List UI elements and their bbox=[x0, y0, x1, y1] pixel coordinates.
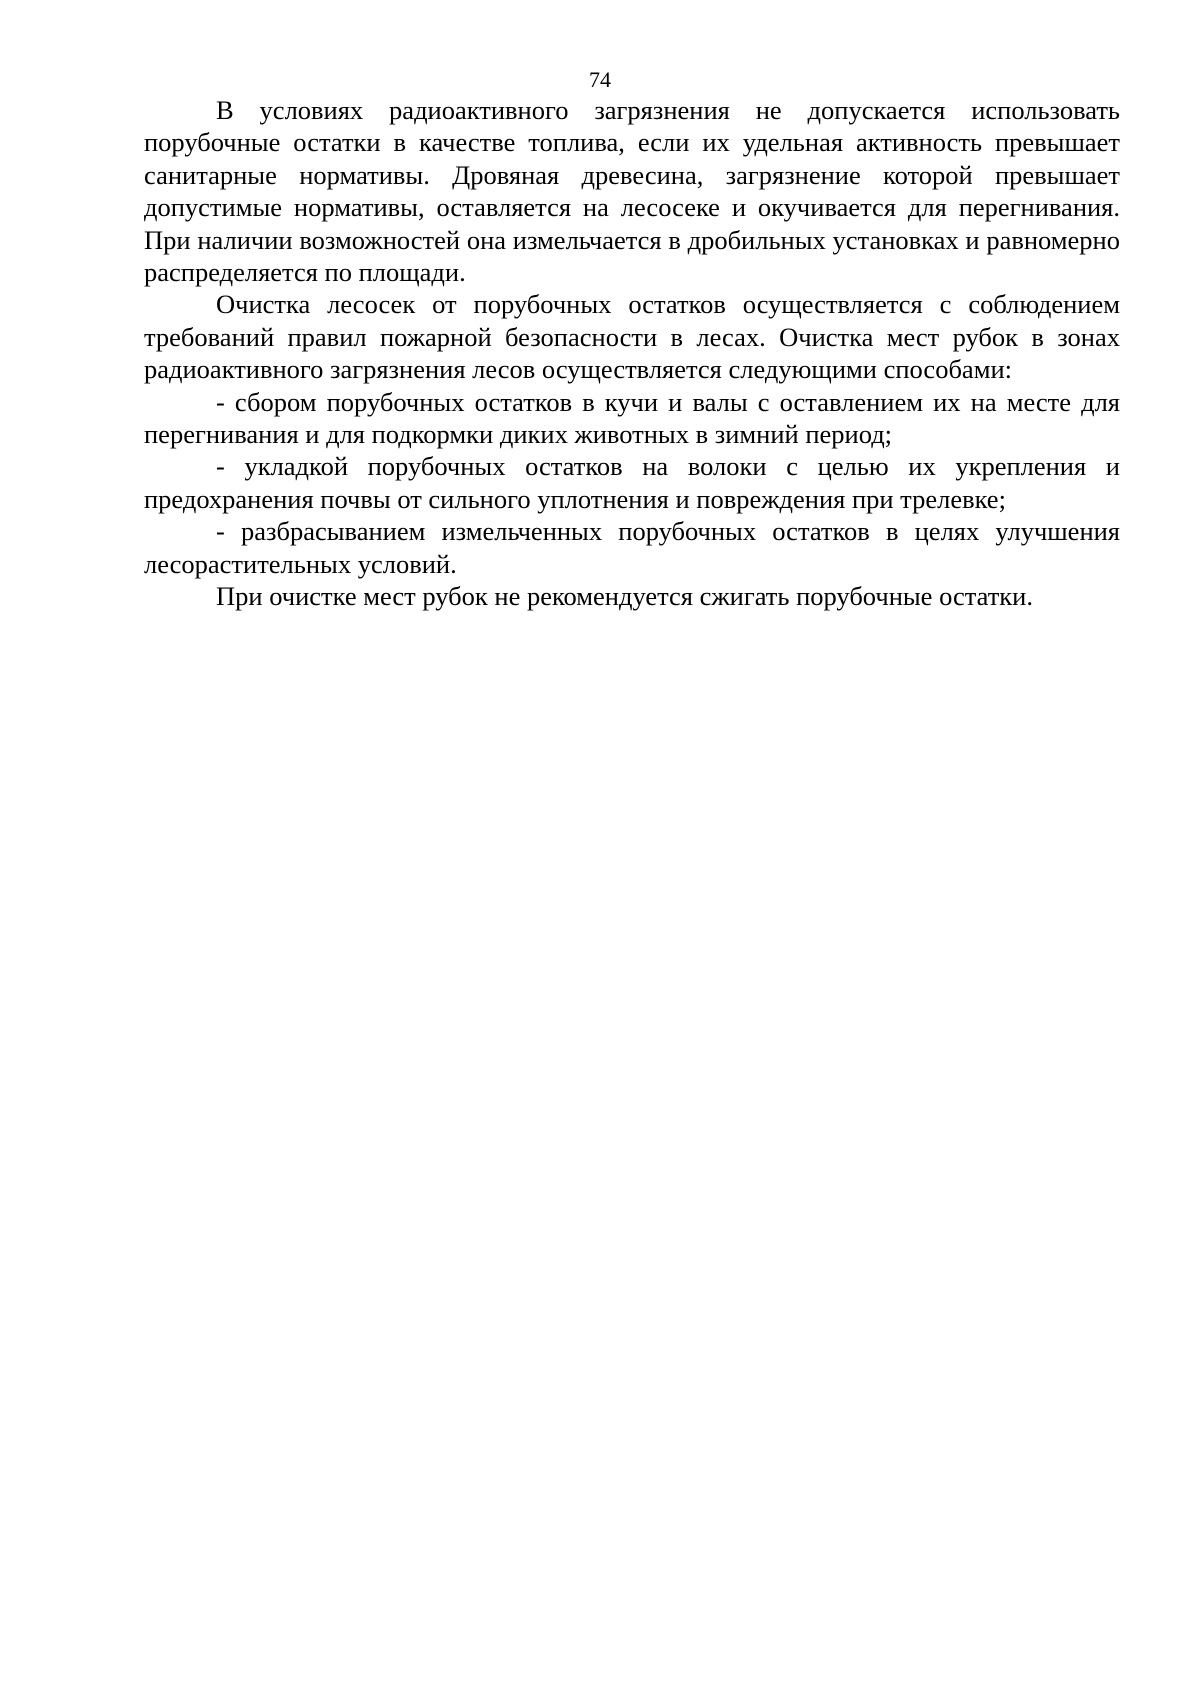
list-item-scattering: - разбрасыванием измельченных порубочных остатков в целях улучшения лесорастительных условий. bbox=[144, 516, 1120, 579]
paragraph-radioactive-fuel: В условиях радиоактивного загрязнения не допускается использовать порубочные остатки в качестве топлива, если их удельная активность превышает санитарные нормативы. Дровяная древесина, загрязнение которой превышает допустимые нормативы, оставляется на лесосеке и окучивается для перегнивания. При наличии возможностей она измельчается в дробильных установках и равномерно распределяется по площади. bbox=[144, 95, 1120, 288]
paragraph-cleanup-methods-intro: Очистка лесосек от порубочных остатков осуществляется с соблюдением требований правил пожарной безопасности в лесах. Очистка мест рубок в зонах радиоактивного загрязнения лесов осуществляется следующими способами: bbox=[144, 289, 1120, 385]
list-item-skid-trails: - укладкой порубочных остатков на волоки с целью их укрепления и предохранения почвы от сильного уплотнения и повреждения при трелевке; bbox=[144, 451, 1120, 514]
paragraph-no-burning: При очистке мест рубок не рекомендуется сжигать порубочные остатки. bbox=[216, 581, 1033, 612]
list-item-piles-and-rows: - сбором порубочных остатков в кучи и валы с оставлением их на месте для перегнивания и для подкормки диких животных в зимний период; bbox=[144, 386, 1120, 450]
page-number: 74 bbox=[589, 67, 611, 92]
body-text bbox=[144, 94, 1120, 613]
